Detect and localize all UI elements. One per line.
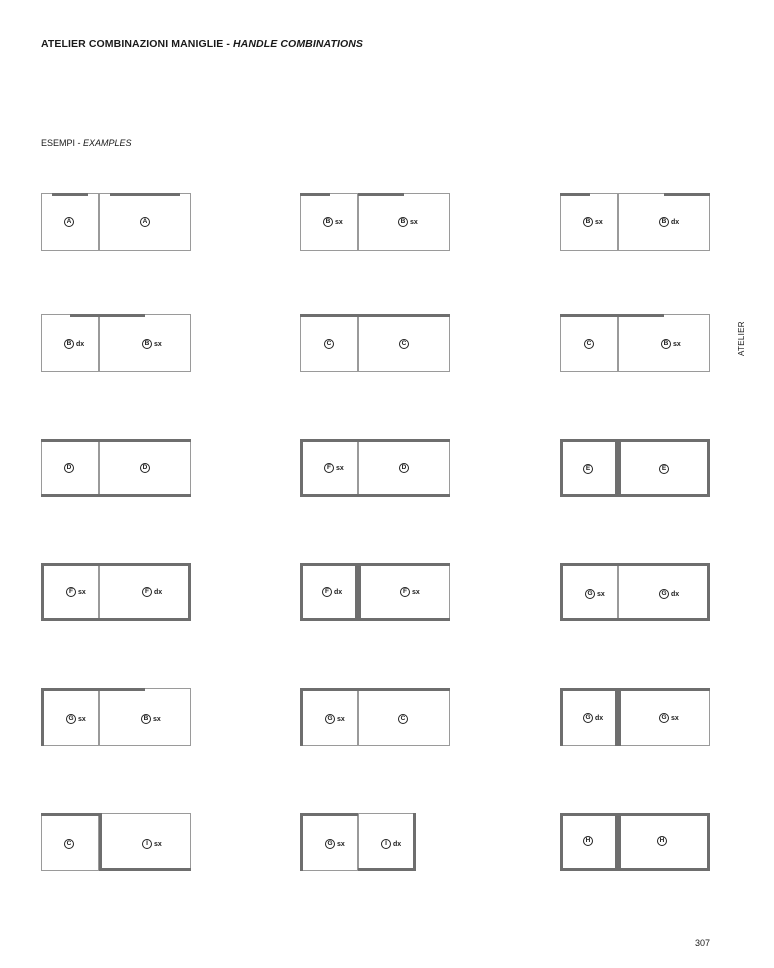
- handle-side: dx: [154, 588, 163, 596]
- handle-profile: [560, 813, 710, 816]
- handle-code-label: [141, 714, 161, 724]
- section-label: [41, 138, 132, 148]
- side-tab: ATELIER: [737, 321, 746, 356]
- handle-combination: [560, 563, 710, 621]
- handle-profile: [358, 193, 404, 196]
- handle-side: sx: [154, 840, 162, 848]
- page-title: [41, 38, 363, 50]
- handle-code-label: [324, 463, 344, 473]
- handle-combination: [560, 688, 710, 746]
- title-italic: HANDLE COMBINATIONS: [233, 38, 364, 50]
- handle-profile: [560, 813, 563, 871]
- handle-combination: [300, 314, 450, 372]
- handle-profile: [41, 688, 44, 746]
- handle-letter: B: [661, 339, 671, 349]
- handle-side: dx: [671, 590, 680, 598]
- handle-code-label: [398, 714, 408, 724]
- handle-code-label: [140, 217, 150, 227]
- handle-side: dx: [595, 714, 604, 722]
- handle-profile: [560, 439, 563, 497]
- handle-code-label: [64, 463, 74, 473]
- handle-profile: [300, 563, 303, 621]
- handle-combination: [300, 439, 450, 497]
- handle-code-label: [400, 587, 420, 597]
- handle-code-label: [659, 464, 669, 474]
- handle-profile: [615, 813, 621, 871]
- handle-profile: [560, 494, 710, 497]
- handle-side: sx: [78, 715, 86, 723]
- handle-profile: [300, 813, 303, 871]
- handle-letter: G: [325, 839, 335, 849]
- handle-side: sx: [410, 218, 418, 226]
- handle-combination: [300, 193, 450, 251]
- handle-code-label: [661, 339, 681, 349]
- handle-profile: [300, 688, 303, 746]
- handle-profile: [615, 688, 621, 746]
- handle-code-label: [657, 836, 667, 846]
- handle-combination: [560, 314, 710, 372]
- handle-profile: [300, 494, 450, 497]
- handle-letter: G: [325, 714, 335, 724]
- handle-side: sx: [337, 715, 345, 723]
- handle-side: sx: [335, 218, 343, 226]
- handle-letter: A: [140, 217, 150, 227]
- handle-combination: [300, 563, 450, 621]
- handle-side: sx: [595, 218, 603, 226]
- handle-code-label: [381, 839, 401, 849]
- handle-profile: [41, 813, 102, 816]
- handle-letter: H: [583, 836, 593, 846]
- handle-letter: D: [64, 463, 74, 473]
- handle-code-label: [583, 713, 603, 723]
- handle-code-label: [64, 839, 74, 849]
- handle-code-label: [398, 217, 418, 227]
- handle-code-label: [583, 836, 593, 846]
- handle-code-label: [583, 464, 593, 474]
- handle-code-label: [142, 587, 162, 597]
- handle-profile: [560, 563, 710, 566]
- handle-letter: B: [398, 217, 408, 227]
- handle-letter: B: [659, 217, 669, 227]
- handle-code-label: [66, 714, 86, 724]
- handle-profile: [300, 314, 450, 317]
- handle-letter: E: [583, 464, 593, 474]
- handle-combination: [560, 813, 710, 871]
- section-label-regular: ESEMPI -: [41, 138, 84, 148]
- handle-side: sx: [597, 590, 605, 598]
- handle-profile: [560, 688, 710, 691]
- handle-code-label: [140, 463, 150, 473]
- handle-letter: B: [583, 217, 593, 227]
- handle-profile: [300, 813, 358, 816]
- handle-code-label: [659, 713, 679, 723]
- handle-letter: G: [66, 714, 76, 724]
- handle-letter: D: [140, 463, 150, 473]
- handle-letter: C: [399, 339, 409, 349]
- handle-profile: [41, 563, 191, 566]
- handle-code-label: [142, 339, 162, 349]
- handle-profile: [70, 314, 145, 317]
- handle-combination: [41, 193, 191, 251]
- handle-letter: B: [323, 217, 333, 227]
- handle-letter: C: [324, 339, 334, 349]
- handle-profile: [355, 563, 361, 621]
- handle-profile: [560, 439, 710, 442]
- handle-combination: [41, 439, 191, 497]
- handle-side: sx: [336, 464, 344, 472]
- handle-profile: [300, 439, 450, 442]
- handle-profile: [41, 618, 191, 621]
- handle-profile: [300, 439, 303, 497]
- handle-letter: G: [659, 713, 669, 723]
- handle-code-label: [66, 587, 86, 597]
- handle-profile: [615, 439, 621, 497]
- handle-profile: [300, 618, 450, 621]
- handle-profile: [99, 868, 191, 871]
- handle-letter: C: [584, 339, 594, 349]
- handle-combination: [41, 688, 191, 746]
- title-regular: ATELIER COMBINAZIONI MANIGLIE -: [41, 38, 233, 50]
- handle-profile: [300, 563, 450, 566]
- handle-profile: [300, 688, 450, 691]
- handle-code-label: [585, 589, 605, 599]
- handle-profile: [41, 688, 145, 691]
- handle-profile: [300, 193, 330, 196]
- handle-profile: [560, 618, 710, 621]
- handle-side: sx: [673, 340, 681, 348]
- handle-letter: B: [142, 339, 152, 349]
- handle-code-label: [64, 339, 84, 349]
- handle-code-label: [324, 339, 334, 349]
- handle-letter: G: [583, 713, 593, 723]
- handle-code-label: [64, 217, 74, 227]
- handle-code-label: [584, 339, 594, 349]
- page-number: 307: [695, 938, 711, 948]
- handle-code-label: [322, 587, 342, 597]
- handle-letter: D: [399, 463, 409, 473]
- handle-letter: B: [64, 339, 74, 349]
- handle-letter: I: [381, 839, 391, 849]
- handle-letter: A: [64, 217, 74, 227]
- handle-profile: [52, 193, 88, 196]
- handle-combination: [560, 439, 710, 497]
- handle-letter: F: [324, 463, 334, 473]
- handle-profile: [99, 813, 102, 871]
- handle-profile: [707, 813, 710, 871]
- handle-profile: [41, 563, 44, 621]
- handle-profile: [707, 439, 710, 497]
- handle-letter: B: [141, 714, 151, 724]
- handle-code-label: [325, 714, 345, 724]
- handle-combination: [560, 193, 710, 251]
- handle-side: sx: [154, 340, 162, 348]
- section-label-italic: EXAMPLES: [83, 138, 132, 148]
- handle-profile: [358, 868, 416, 871]
- handle-code-label: [659, 217, 679, 227]
- handle-profile: [560, 563, 563, 621]
- handle-profile: [560, 314, 664, 317]
- handle-side: sx: [78, 588, 86, 596]
- handle-letter: I: [142, 839, 152, 849]
- handle-combination: [41, 563, 191, 621]
- handle-letter: C: [64, 839, 74, 849]
- handle-letter: F: [66, 587, 76, 597]
- handle-profile: [41, 439, 191, 442]
- handle-code-label: [399, 339, 409, 349]
- handle-letter: F: [322, 587, 332, 597]
- handle-profile: [664, 193, 710, 196]
- handle-side: dx: [334, 588, 343, 596]
- handle-side: dx: [393, 840, 402, 848]
- handle-code-label: [583, 217, 603, 227]
- handle-profile: [110, 193, 180, 196]
- handle-letter: F: [400, 587, 410, 597]
- handle-combination: [41, 314, 191, 372]
- handle-combination: [41, 813, 191, 871]
- handle-combination: [300, 813, 450, 871]
- handle-letter: C: [398, 714, 408, 724]
- handle-letter: G: [659, 589, 669, 599]
- handle-profile: [707, 563, 710, 621]
- handle-letter: H: [657, 836, 667, 846]
- handle-side: sx: [153, 715, 161, 723]
- handle-letter: G: [585, 589, 595, 599]
- handle-letter: F: [142, 587, 152, 597]
- handle-profile: [560, 193, 590, 196]
- handle-code-label: [142, 839, 162, 849]
- handle-profile: [188, 563, 191, 621]
- handle-side: dx: [76, 340, 85, 348]
- handle-profile: [41, 494, 191, 497]
- handle-side: dx: [671, 218, 680, 226]
- handle-code-label: [399, 463, 409, 473]
- handle-combination: [300, 688, 450, 746]
- handle-side: sx: [671, 714, 679, 722]
- handle-profile: [560, 868, 710, 871]
- handle-letter: E: [659, 464, 669, 474]
- handle-code-label: [323, 217, 343, 227]
- handle-profile: [560, 688, 563, 746]
- handle-side: sx: [337, 840, 345, 848]
- handle-side: sx: [412, 588, 420, 596]
- handle-code-label: [659, 589, 679, 599]
- handle-profile: [413, 813, 416, 871]
- handle-code-label: [325, 839, 345, 849]
